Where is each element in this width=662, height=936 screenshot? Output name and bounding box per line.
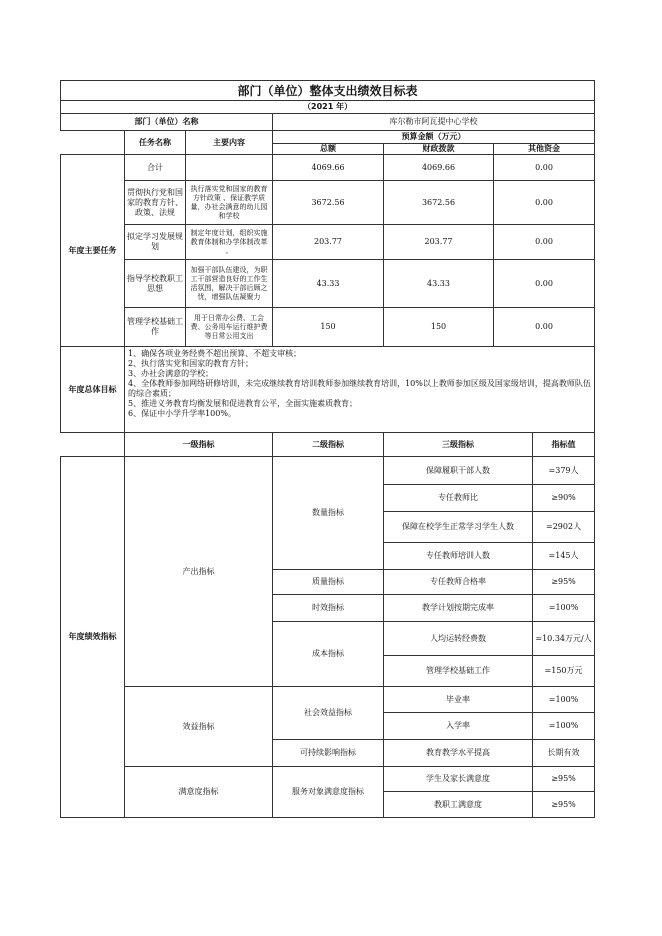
indicator-name: 管理学校基础工作 (384, 656, 533, 687)
indicator-value: =2902人 (533, 512, 595, 543)
indicator-name: 专任教师培训人数 (384, 543, 533, 570)
task-name: 指导学校教职工思想 (125, 260, 186, 308)
section-performance: 年度绩效指标 (61, 457, 125, 818)
goal-item: 5、推进义务教育均衡发展和促进教育公平，全面实施素质教育； (128, 399, 358, 408)
table-row (61, 767, 595, 792)
indicator-name: 保障履职干部人数 (384, 457, 533, 485)
table-row (61, 155, 595, 181)
dept-name: 库尔勒市阿瓦提中心学校 (273, 114, 595, 131)
section-annual-tasks: 年度主要任务 (61, 155, 125, 347)
header-total: 总额 (273, 144, 384, 155)
indicator-sustain: 可持续影响指标 (273, 740, 384, 767)
task-name: 拟定学习发展规划 (125, 225, 186, 260)
task-content: 用于日常办公费、工会费、公务用车运行维护费等日常公用支出 (186, 308, 273, 347)
table-row (61, 308, 595, 347)
indicator-value: 长期有效 (533, 740, 595, 767)
indicator-name: 人均运转经费数 (384, 622, 533, 656)
task-other: 0.00 (494, 225, 595, 260)
indicator-name: 教学计划按期完成率 (384, 595, 533, 622)
indicator-value: =100% (533, 713, 595, 740)
task-content (186, 155, 273, 181)
table-row (61, 457, 595, 485)
indicator-value: =145人 (533, 543, 595, 570)
task-fiscal: 3672.56 (384, 181, 494, 225)
header-other: 其他资金 (494, 144, 595, 155)
header-level2: 二级指标 (273, 433, 384, 457)
task-fiscal: 203.77 (384, 225, 494, 260)
task-total: 4069.66 (273, 155, 384, 181)
task-fiscal: 4069.66 (384, 155, 494, 181)
task-content: 执行落实党和国家的教育方针政策 、保证教学质量，办社会满意的幼儿园和学校 (186, 181, 273, 225)
header-fiscal: 财政拨款 (384, 144, 494, 155)
indicator-value: ≥95% (533, 570, 595, 595)
task-fiscal: 43.33 (384, 260, 494, 308)
performance-target-sheet (60, 80, 594, 818)
indicator-social: 社会效益指标 (273, 687, 384, 740)
goal-item: 3、办社会满意的学校； (128, 369, 214, 378)
task-fiscal: 150 (384, 308, 494, 347)
indicator-quantity: 数量指标 (273, 457, 384, 570)
goal-item: 2、执行落实党和国家的教育方针； (128, 359, 254, 368)
indicator-benefit: 效益指标 (125, 687, 273, 767)
indicator-name: 专任教师合格率 (384, 570, 533, 595)
indicator-service: 服务对象满意度指标 (273, 767, 384, 818)
goal-item: 6、保证中小学升学率100%。 (128, 409, 236, 418)
indicator-name: 入学率 (384, 713, 533, 740)
indicator-name: 专任教师比 (384, 485, 533, 512)
header-value: 指标值 (533, 433, 595, 457)
task-other: 0.00 (494, 260, 595, 308)
table-title: 部门（单位）整体支出绩效目标表 (61, 81, 595, 101)
indicator-value: ≥95% (533, 767, 595, 792)
indicator-name: 学生及家长满意度 (384, 767, 533, 792)
table-row (61, 260, 595, 308)
header-level3: 三级指标 (384, 433, 533, 457)
indicator-name: 保障在校学生正常学习学生人数 (384, 512, 533, 543)
header-task-name: 任务名称 (125, 131, 186, 155)
goal-item: 1、确保各项业务经费不超出预算、不超支审核； (128, 349, 302, 358)
table-row (61, 225, 595, 260)
indicator-value: ≥95% (533, 792, 595, 818)
indicator-name: 教育教学水平提高 (384, 740, 533, 767)
performance-table (60, 80, 595, 818)
indicator-value: =379人 (533, 457, 595, 485)
task-total: 203.77 (273, 225, 384, 260)
header-budget: 预算金额（万元） (273, 131, 595, 144)
task-other: 0.00 (494, 181, 595, 225)
indicator-output: 产出指标 (125, 457, 273, 687)
indicator-value: =150万元 (533, 656, 595, 687)
indicator-satisfaction: 满意度指标 (125, 767, 273, 818)
task-name: 管理学校基础工作 (125, 308, 186, 347)
indicator-name: 毕业率 (384, 687, 533, 713)
indicator-value: =100% (533, 687, 595, 713)
indicator-name: 教职工满意度 (384, 792, 533, 818)
task-other: 0.00 (494, 308, 595, 347)
indicator-value: ≥90% (533, 485, 595, 512)
indicator-timeliness: 时效指标 (273, 595, 384, 622)
indicator-value: =100% (533, 595, 595, 622)
table-row (61, 687, 595, 713)
header-main-content: 主要内容 (186, 131, 273, 155)
table-row (61, 181, 595, 225)
task-total: 150 (273, 308, 384, 347)
indicator-cost: 成本指标 (273, 622, 384, 687)
header-level1: 一级指标 (125, 433, 273, 457)
task-content: 加强干部队伍建设，为职工干部营造良好的工作生活氛围，解决干部后顾之忧，增强队伍凝聚力 (186, 260, 273, 308)
section-annual-goals: 年度总体目标 (61, 347, 125, 433)
task-other: 0.00 (494, 155, 595, 181)
task-content: 制定年度计划，组织实施教育体制和办学体制改革 。 (186, 225, 273, 260)
task-name: 贯彻执行党和国家的教育方针、政策、法规 (125, 181, 186, 225)
task-total: 43.33 (273, 260, 384, 308)
year-label: （2021 年） (61, 101, 595, 114)
annual-goals-list (125, 347, 595, 433)
task-total: 3672.56 (273, 181, 384, 225)
goal-item: 4、全体教师参加网络研修培训，未完成继续教育培训教师参加继续教育培训，10%以上教师参加区级及国家级培训，提高教师队伍的综合素质； (128, 379, 591, 398)
dept-label: 部门（单位）名称 (61, 114, 273, 131)
indicator-value: =10.34万元/人 (533, 622, 595, 656)
indicator-quality: 质量指标 (273, 570, 384, 595)
task-name: 合计 (125, 155, 186, 181)
